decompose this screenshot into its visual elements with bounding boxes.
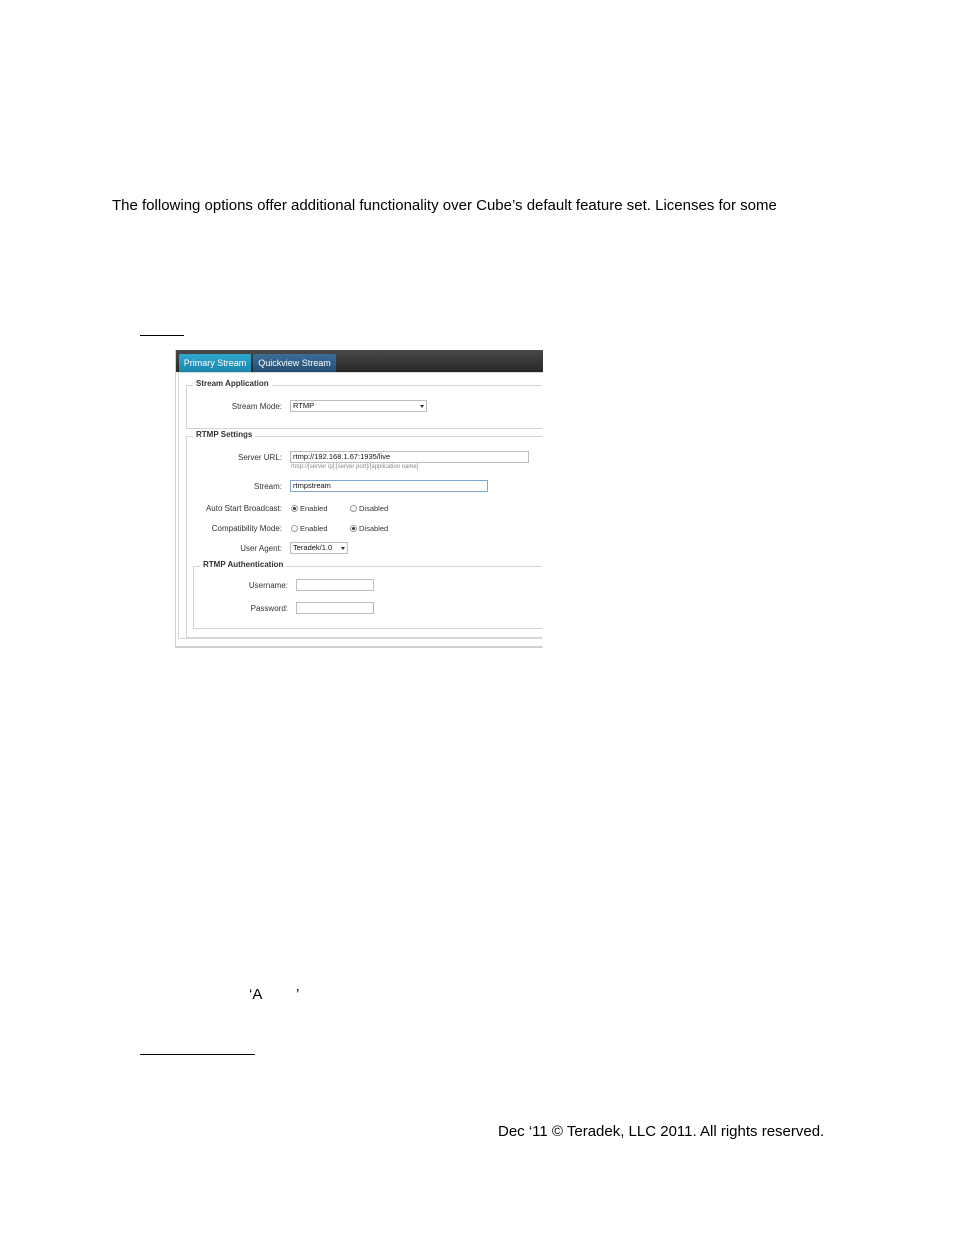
user-agent-select[interactable]: [290, 542, 348, 554]
tab-quickview-stream[interactable]: Quickview Stream: [253, 354, 336, 372]
stream-application-legend: Stream Application: [193, 379, 272, 388]
username-label: Username:: [248, 581, 288, 590]
password-label: Password:: [250, 604, 288, 613]
chevron-down-icon: [341, 547, 345, 550]
screenshot-bottom-edge: [175, 646, 542, 647]
quote-open: ‘A: [249, 986, 263, 1003]
compat-enabled-label: Enabled: [300, 524, 328, 533]
quote-fragment: [249, 986, 300, 1003]
auto-start-disabled-radio[interactable]: [350, 505, 357, 512]
server-url-input[interactable]: rtmp://192.168.1.67:1935/live: [290, 451, 529, 463]
password-input[interactable]: [296, 602, 374, 614]
user-agent-value: Teradek/1.0: [293, 543, 333, 552]
auto-start-disabled-label: Disabled: [359, 504, 389, 513]
stream-mode-label: Stream Mode:: [231, 402, 282, 411]
stream-mode-value: RTMP: [293, 401, 315, 410]
quote-close: ’: [296, 986, 300, 1003]
compat-enabled-radio[interactable]: [291, 525, 298, 532]
compat-disabled-label: Disabled: [359, 524, 389, 533]
rtmp-settings-legend: RTMP Settings: [193, 430, 255, 439]
server-url-hint: rtmp://[server ip]:[server port]/[application name]: [291, 464, 419, 470]
auto-start-label: Auto Start Broadcast:: [205, 504, 282, 513]
footnote-rule: [140, 1054, 255, 1055]
server-url-label: Server URL:: [237, 453, 282, 462]
intro-paragraph: The following options offer additional functionality over Cube’s default feature set. Licenses for some: [112, 197, 777, 214]
user-agent-label: User Agent:: [240, 544, 282, 553]
auto-start-enabled-label: Enabled: [300, 504, 328, 513]
compat-disabled-radio[interactable]: [350, 525, 357, 532]
username-input[interactable]: [296, 579, 374, 591]
stream-input[interactable]: rtmpstream: [290, 480, 488, 492]
chevron-down-icon: [420, 405, 424, 408]
auto-start-enabled-radio[interactable]: [291, 505, 298, 512]
stream-mode-select[interactable]: [290, 400, 427, 412]
rtmp-auth-legend: RTMP Authentication: [200, 560, 286, 569]
rtmp-auth-fieldset: [193, 560, 542, 629]
stream-label: Stream:: [253, 482, 282, 491]
settings-form: [175, 0, 542, 1235]
tab-primary-stream[interactable]: Primary Stream: [179, 354, 251, 372]
page-footer: Dec ‘11 © Teradek, LLC 2011. All rights reserved.: [498, 1123, 825, 1140]
compat-mode-label: Compatibility Mode:: [211, 524, 282, 533]
